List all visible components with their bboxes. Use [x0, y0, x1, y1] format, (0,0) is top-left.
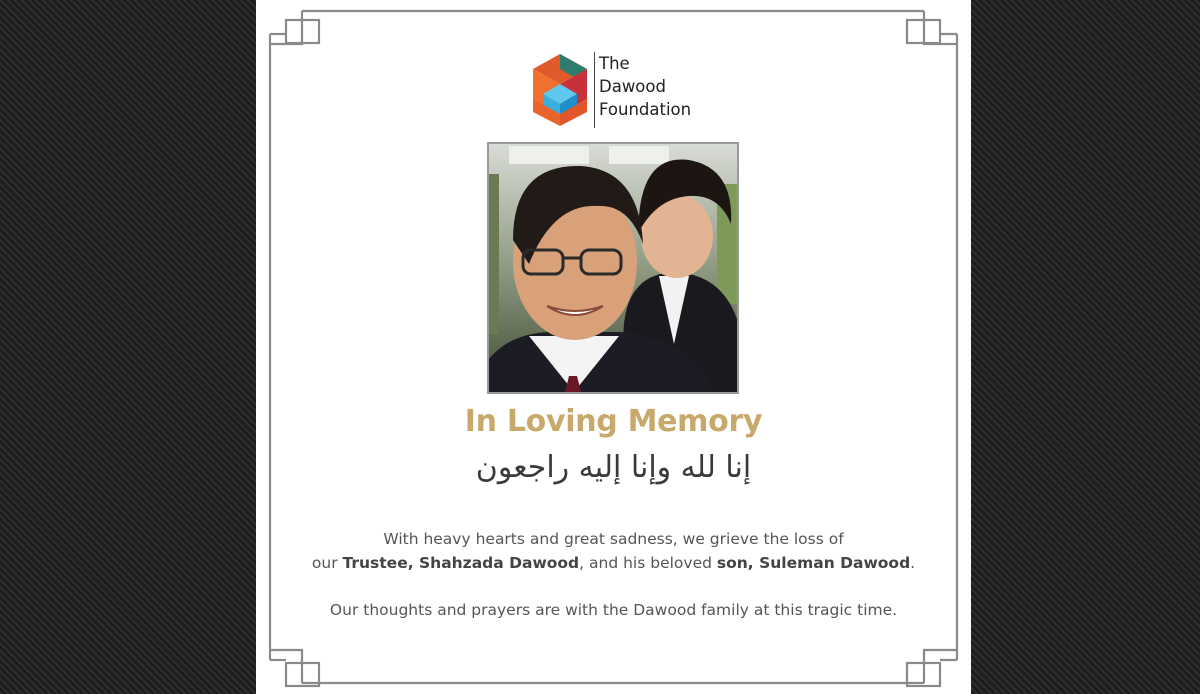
logo-line: The — [599, 54, 630, 73]
logo-line: Foundation — [599, 100, 692, 119]
message-text: , and his beloved — [579, 554, 717, 572]
logo-divider — [594, 52, 595, 128]
memorial-card — [256, 0, 971, 694]
portrait-photo — [487, 142, 739, 394]
trustee-name: Trustee, Shahzada Dawood — [342, 554, 580, 572]
son-name: son, Suleman Dawood — [716, 554, 911, 572]
message-line-3: Our thoughts and prayers are with the Dawood family at this tragic time. — [329, 601, 898, 619]
message-text: our — [311, 554, 343, 572]
message-text: . — [910, 554, 916, 572]
message-line-1: With heavy hearts and great sadness, we grieve the loss of — [383, 530, 844, 548]
logo-line: Dawood — [599, 77, 666, 96]
cube-logo-icon — [530, 52, 590, 128]
memorial-title: In Loving Memory — [464, 404, 763, 439]
portrait-photo-icon — [489, 144, 737, 392]
logo-wordmark — [599, 52, 691, 121]
arabic-calligraphy: إنا لله وإنا إليه راجعون — [475, 450, 752, 485]
message-line-2 — [256, 554, 971, 572]
